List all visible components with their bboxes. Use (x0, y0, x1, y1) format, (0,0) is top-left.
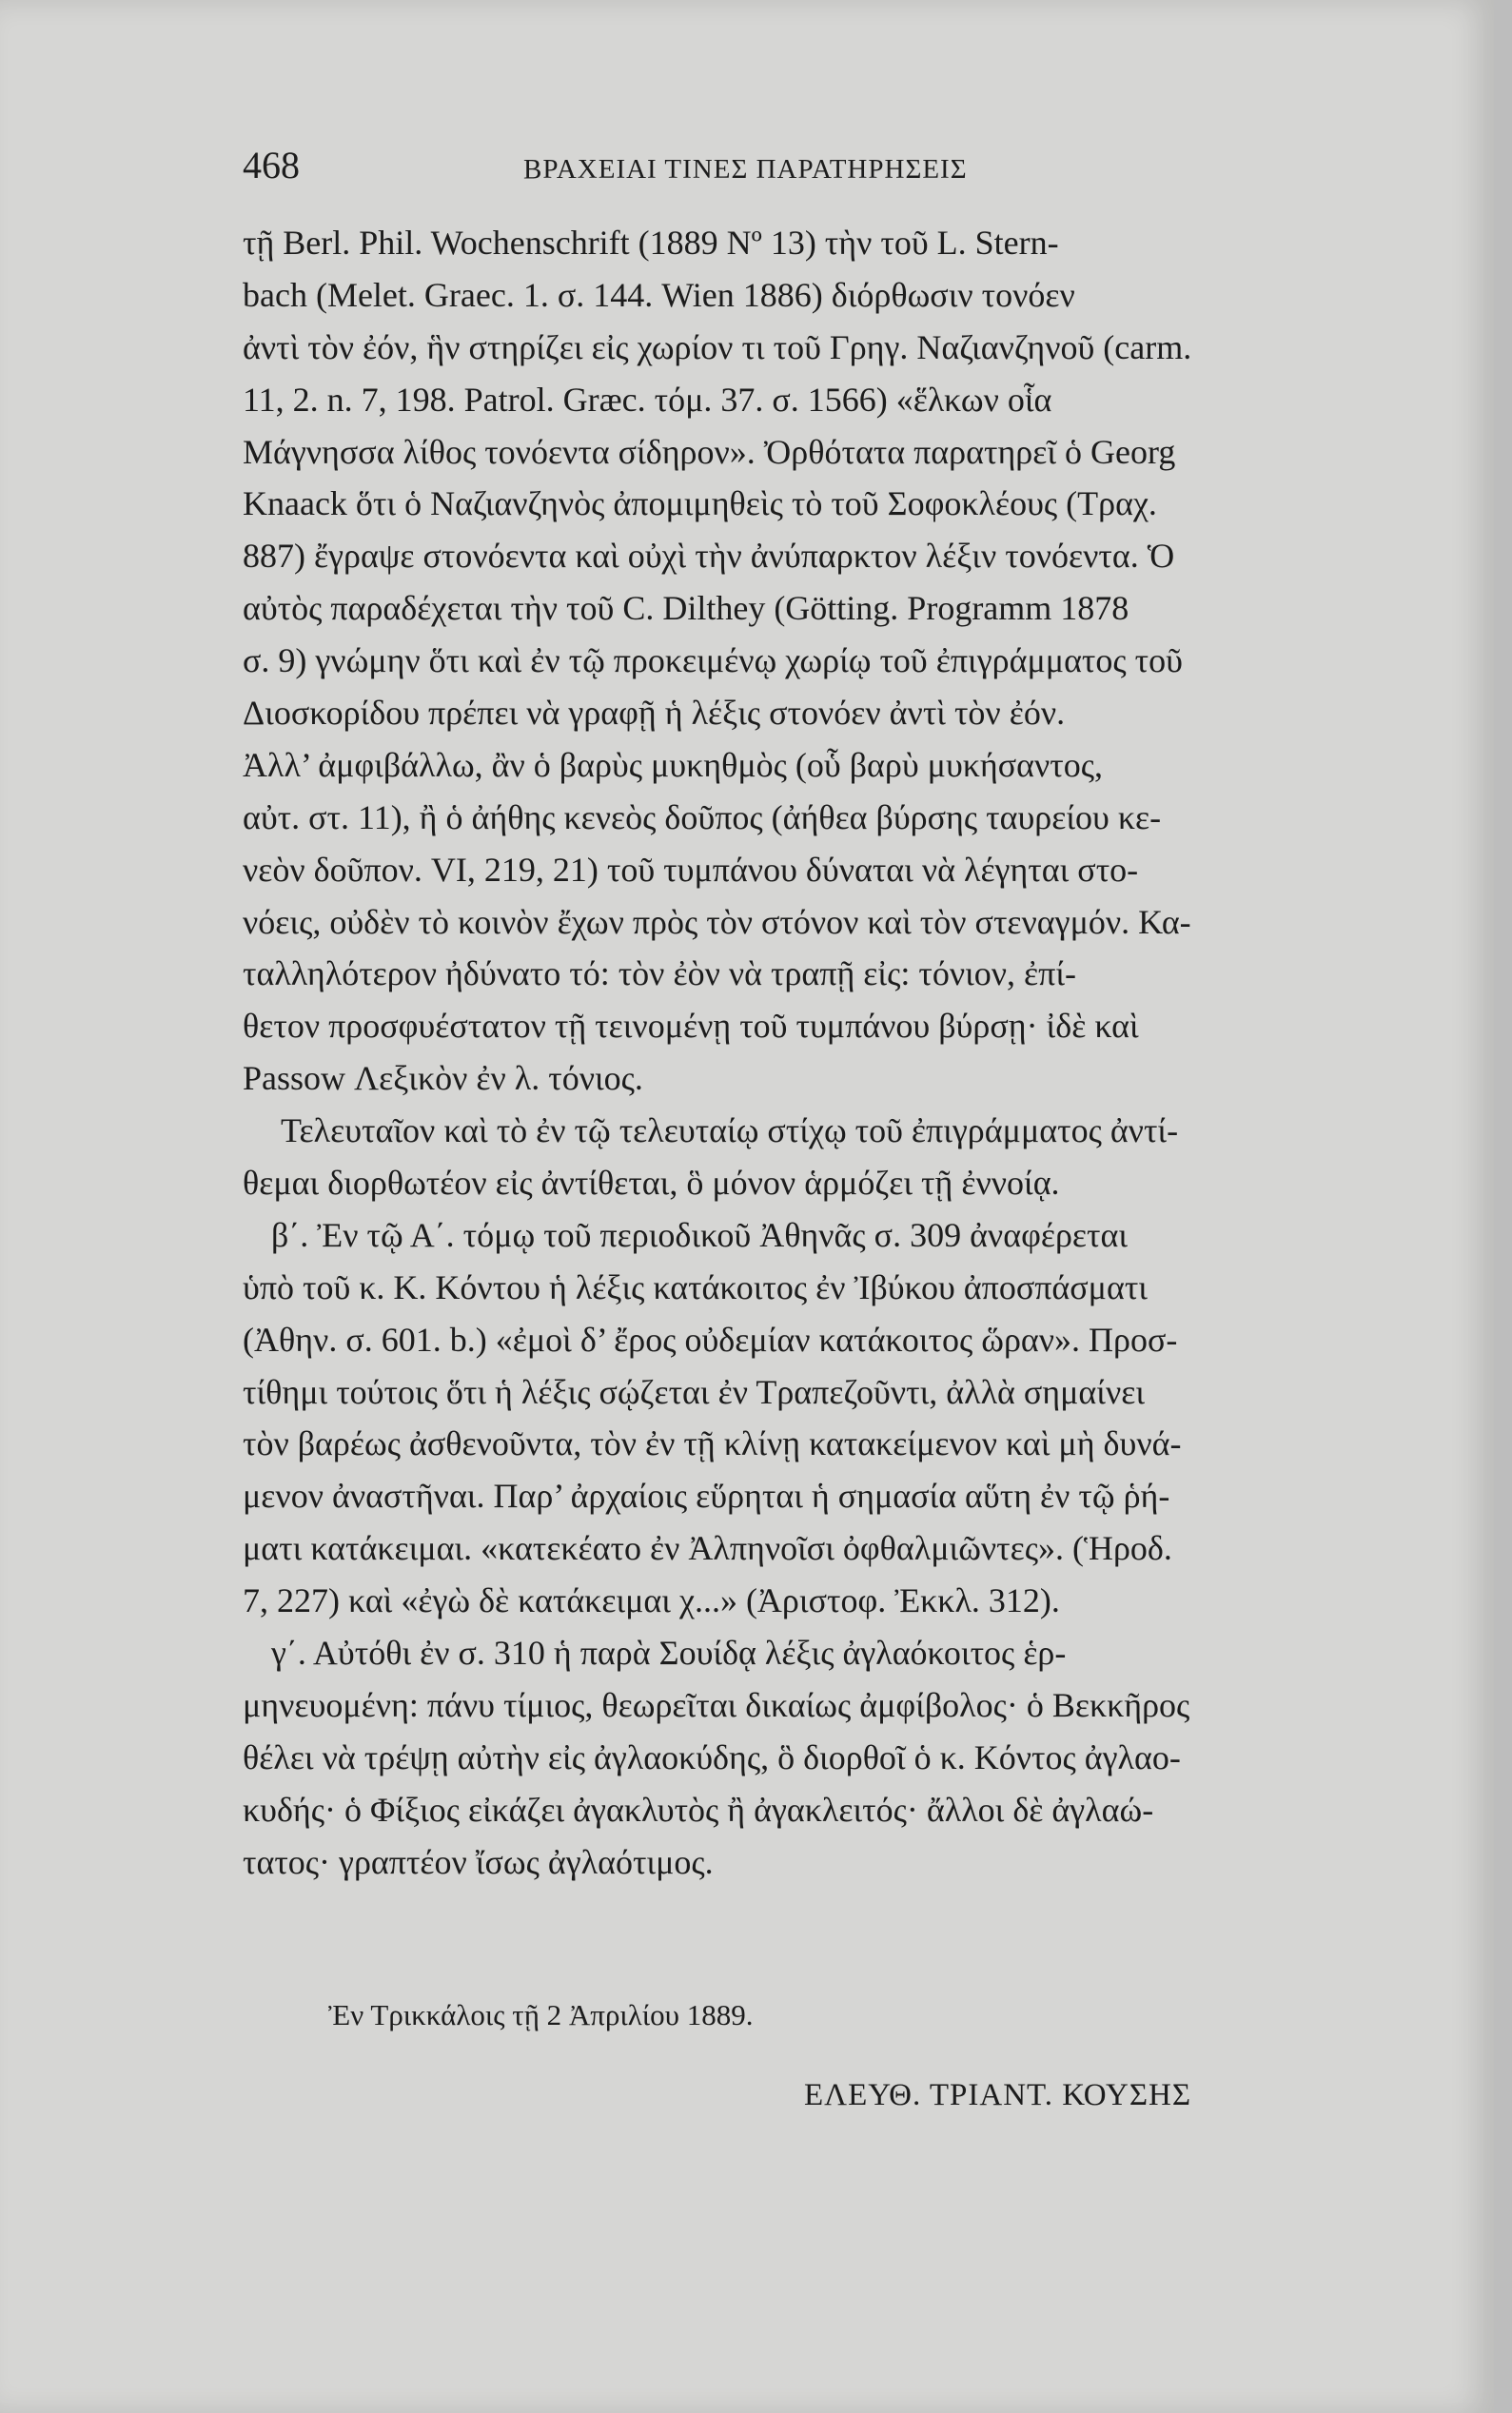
text-line: ματι κατάκειμαι. «κατεκέατο ἐν Ἀλπηνοῖσι ὀφθαλμιῶντες». (Ἡροδ. (243, 1529, 1172, 1568)
text-line: θεμαι διορθωτέον εἰς ἀντίθεται, ὃ μόνον ἁρμόζει τῇ ἐννοίᾳ. (243, 1164, 1060, 1203)
text-line: Διοσκορίδου πρέπει νὰ γραφῇ ἡ λέξις στονόεν ἀντὶ τὸν ἐόν. (243, 694, 1066, 733)
text-line: ταλληλότερον ἠδύνατο τό: τὸν ἐὸν νὰ τραπῇ εἰς: τόνιον, ἐπί- (243, 954, 1077, 993)
text-line: Τελευταῖον καὶ τὸ ἐν τῷ τελευταίῳ στίχῳ τοῦ ἐπιγράμματος ἀντί- (281, 1111, 1179, 1150)
text-line: (Ἀθην. σ. 601. b.) «ἐμοὶ δ’ ἔρος οὐδεμίαν κατάκοιτος ὥραν». Προσ- (243, 1320, 1178, 1359)
text-line: τὸν βαρέως ἀσθενοῦντα, τὸν ἐν τῇ κλίνῃ κατακείμενον καὶ μὴ δυνά- (243, 1424, 1182, 1463)
text-line: 887) ἔγραψε στονόεντα καὶ οὐχὶ τὴν ἀνύπαρκτον λέξιν τονόεντα. Ὁ (243, 537, 1175, 576)
text-line: μενον ἀναστῆναι. Παρ’ ἀρχαίοις εὕρηται ἡ σημασία αὕτη ἐν τῷ ῥή- (243, 1477, 1170, 1516)
text-line: τίθημι τούτοις ὅτι ἡ λέξις σῴζεται ἐν Τραπεζοῦντι, ἀλλὰ σημαίνει (243, 1372, 1146, 1411)
text-line: θετον προσφυέστατον τῇ τεινομένῃ τοῦ τυμπάνου βύρσῃ· ἰδὲ καὶ (243, 1007, 1139, 1046)
text-line: Knaack ὅτι ὁ Ναζιανζηνὸς ἀπομιμηθεὶς τὸ τοῦ Σοφοκλέους (Τραχ. (243, 484, 1157, 523)
text-line: αὐτ. στ. 11), ἢ ὁ ἀήθης κενεὸς δοῦπος (ἀήθεα βύρσης ταυρείου κε- (243, 797, 1162, 836)
text-line: Μάγνησσα λίθος τονόεντα σίδηρον». Ὀρθότατα παρατηρεῖ ὁ Georg (243, 432, 1176, 471)
text-line: τατος· γραπτέον ἴσως ἀγλαότιμος. (243, 1842, 714, 1881)
text-line: θέλει νὰ τρέψῃ αὐτὴν εἰς ἀγλαοκύδης, ὃ διορθοῖ ὁ κ. Κόντος ἀγλαο- (243, 1737, 1181, 1776)
body-text (243, 217, 1394, 1889)
text-line: τῇ Berl. Phil. Wochenschrift (1889 Nº 13) τὴν τοῦ L. Stern- (243, 224, 1059, 262)
text-line: γ΄. Αὐτόθι ἐν σ. 310 ἡ παρὰ Σουίδᾳ λέξις ἀγλαόκοιτος ἑρ- (271, 1634, 1067, 1673)
text-line: κυδής· ὁ Φίξιος εἰκάζει ἀγακλυτὸς ἢ ἀγακλειτός· ἄλλοι δὲ ἀγλαώ- (243, 1790, 1154, 1829)
text-line: ὑπὸ τοῦ κ. Κ. Κόντου ἡ λέξις κατάκοιτος ἐν Ἰβύκου ἀποσπάσματι (243, 1267, 1148, 1306)
text-line: Ἀλλ’ ἀμφιβάλλω, ἂν ὁ βαρὺς μυκηθμὸς (οὗ βαρὺ μυκήσαντος, (243, 745, 1104, 784)
text-line: αὐτὸς παραδέχεται τὴν τοῦ C. Dilthey (Götting. Programm 1878 (243, 589, 1129, 628)
text-line: 7, 227) καὶ «ἐγὼ δὲ κατάκειμαι χ...» (Ἀριστοφ. Ἐκκλ. 312). (243, 1581, 1060, 1620)
text-line: σ. 9) γνώμην ὅτι καὶ ἐν τῷ προκειμένῳ χωρίῳ τοῦ ἐπιγράμματος τοῦ (243, 641, 1183, 680)
text-line: νεὸν δοῦπον. VI, 219, 21) τοῦ τυμπάνου δύναται νὰ λέγηται στο- (243, 850, 1139, 889)
text-line: 11, 2. n. 7, 198. Patrol. Græc. τόμ. 37. σ. 1566) «ἕλκων οἷα (243, 380, 1052, 419)
text-line: νόεις, οὐδὲν τὸ κοινὸν ἔχων πρὸς τὸν στόνον καὶ τὸν στεναγμόν. Κα- (243, 902, 1191, 941)
place-date: Ἐν Τρικκάλοις τῇ 2 Ἀπριλίου 1889. (328, 1998, 754, 2031)
page-header (243, 143, 1128, 190)
running-title: ΒΡΑΧΕΙΑΙ ΤΙΝΕΣ ΠΑΡΑΤΗΡΗΣΕΙΣ (523, 154, 968, 185)
text-line: Passow Λεξικὸν ἐν λ. τόνιος. (243, 1059, 643, 1098)
text-line: ἀντὶ τὸν ἐόν, ἣν στηρίζει εἰς χωρίον τι τοῦ Γρηγ. Ναζιανζηνοῦ (carm. (243, 327, 1192, 366)
page-number: 468 (243, 144, 300, 186)
text-line: μηνευομένη: πάνυ τίμιος, θεωρεῖται δικαίως ἀμφίβολος· ὁ Βεκκῆρος (243, 1685, 1190, 1724)
text-line: β΄. Ἐν τῷ Α΄. τόμῳ τοῦ περιοδικοῦ Ἀθηνᾶς σ. 309 ἀναφέρεται (271, 1215, 1129, 1254)
page-edge (1494, 0, 1512, 2413)
text-line: bach (Melet. Graec. 1. σ. 144. Wien 1886) διόρθωσιν τονόεν (243, 275, 1075, 314)
author-signature: ΕΛΕΥΘ. ΤΡΙΑΝΤ. ΚΟΥΣΗΣ (804, 2078, 1192, 2112)
